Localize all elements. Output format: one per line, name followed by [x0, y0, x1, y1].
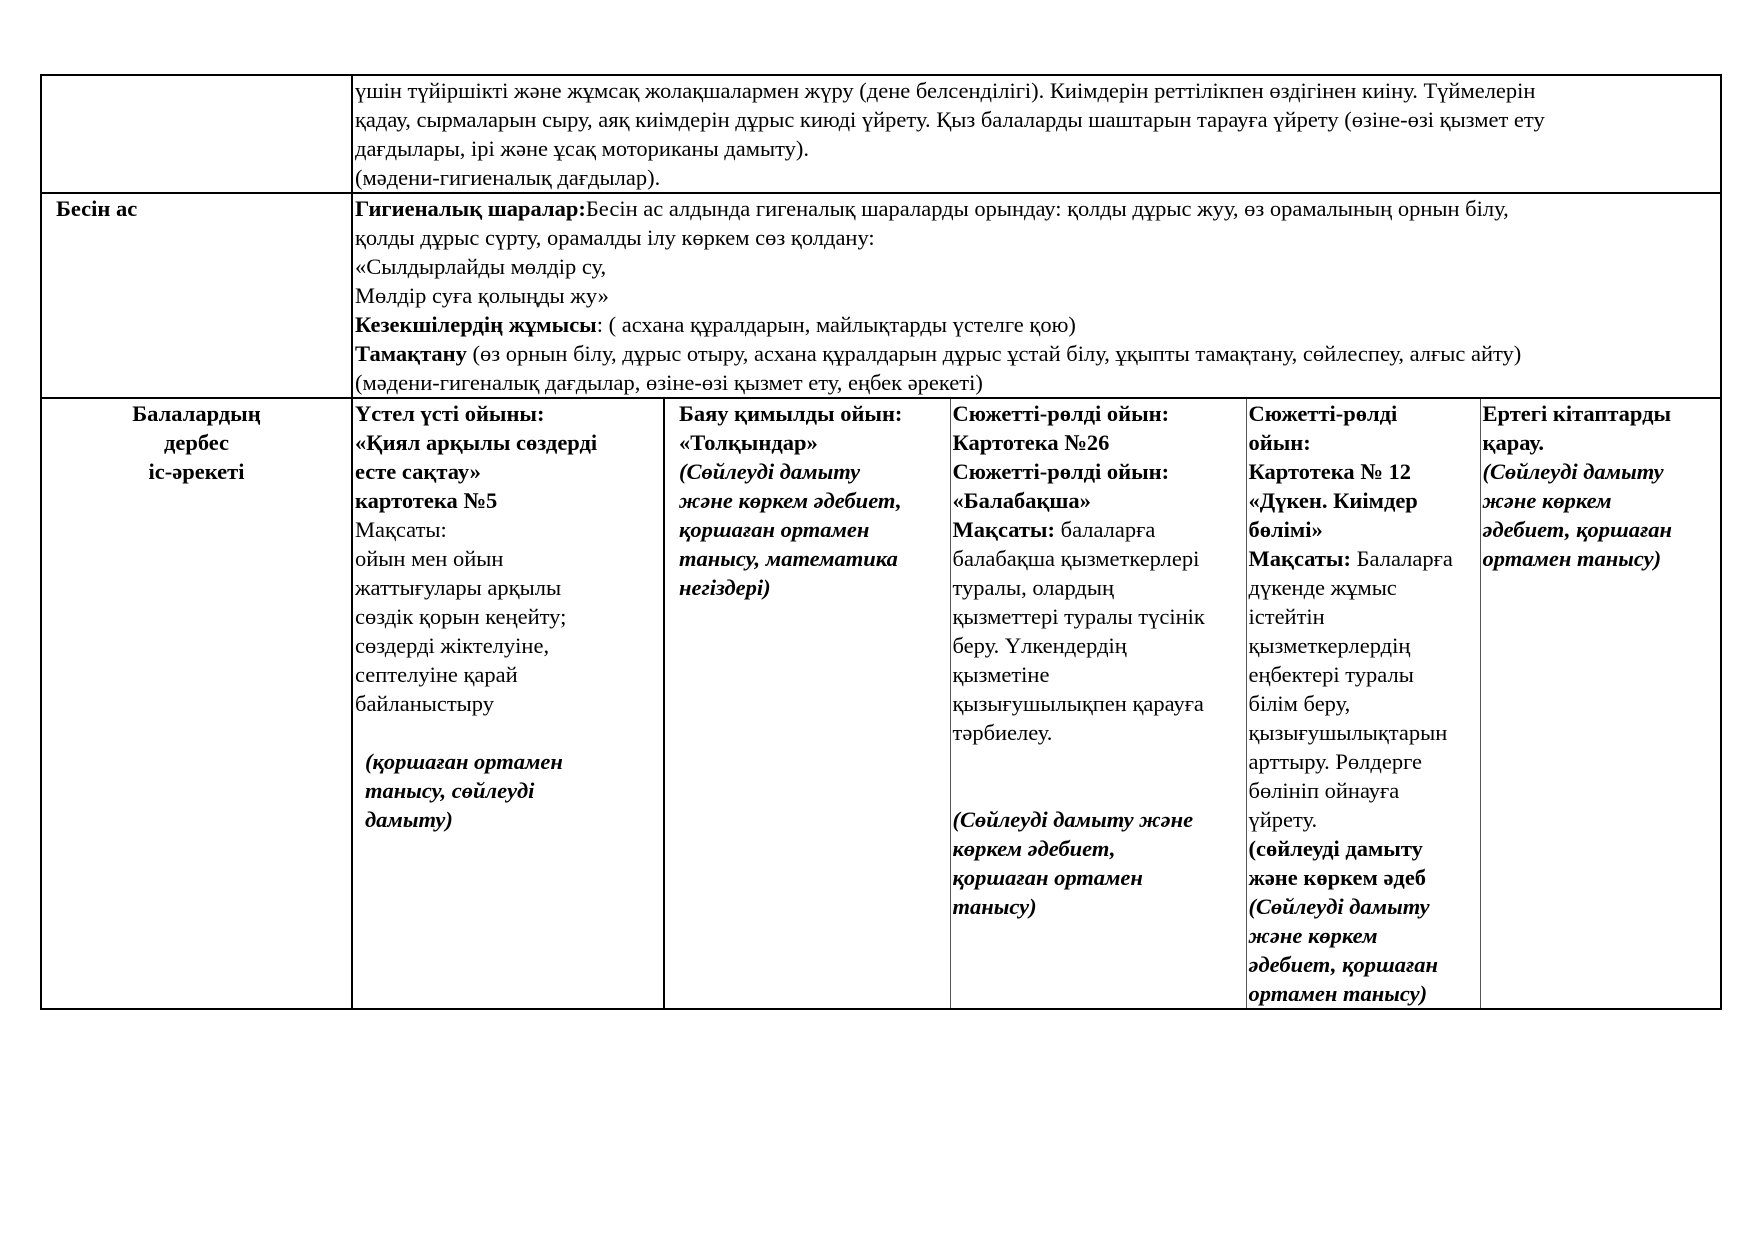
hygiene-line-2: қолды дұрыс сүрту, орамалды ілу көркем сөз қолдану: — [355, 225, 875, 250]
goal-line — [953, 515, 1244, 544]
goal-line: үйрету. — [1248, 807, 1318, 832]
row1-line: (мәдени-гигиеналық дағдылар). — [355, 165, 661, 190]
activity-title: Баяу қимылды ойын: — [679, 401, 903, 426]
goal-line: сөздерді жіктелуіне, — [355, 633, 550, 658]
activity-title: «Дүкен. Киімдер — [1248, 488, 1418, 513]
goal-line: қызығушылықтарын — [1248, 720, 1448, 745]
goal-title: Мақсаты: — [1248, 546, 1351, 571]
row2-label-cell: Бесін ас — [41, 193, 352, 398]
activity-cell-kindergarten-role-play — [950, 398, 1246, 1009]
goal-line: қызметтері туралы түсінік — [952, 604, 1205, 629]
duty-line — [355, 310, 1718, 339]
area-note: ортамен танысу) — [1248, 981, 1428, 1006]
area-note: әдебиет, қоршаған — [1248, 952, 1439, 977]
activity-title: қарау. — [1482, 430, 1544, 455]
activity-title: «Толқындар» — [679, 430, 818, 455]
table-row-independent-activity — [41, 398, 1721, 1009]
area-note: қоршаған ортамен — [679, 517, 870, 542]
activity-title: бөлімі» — [1248, 517, 1323, 542]
daily-plan-table — [40, 74, 1722, 1010]
row1-line: дағдылары, ірі және ұсақ моториканы дамыту). — [355, 136, 809, 161]
duty-title: Кезекшілердің жұмысы — [355, 312, 597, 337]
goal-first: балаларға — [1055, 517, 1156, 542]
poem-line-2: Мөлдір суға қолыңды жу» — [355, 283, 609, 308]
area-note: (Сөйлеуді дамыту және — [952, 807, 1194, 832]
spacer — [953, 747, 1244, 776]
activity-title: Картотека № 12 — [1248, 459, 1411, 484]
area-note-bold: (сөйлеуді дамыту — [1248, 836, 1423, 861]
activity-title: Үстел үсті ойыны: — [355, 401, 545, 426]
hygiene-line — [355, 194, 1718, 223]
area-note: және көркем — [1482, 488, 1612, 513]
activity-cell-shop-role-play — [1246, 398, 1480, 1009]
meal-line — [355, 339, 1718, 368]
spacer — [355, 718, 661, 747]
area-note: әдебиет, қоршаған — [1482, 517, 1673, 542]
hygiene-text: Бесін ас алдында гигеналық шараларды орындау: қолды дұрыс жуу, өз орамалының орнын білу, — [585, 196, 1509, 221]
activity-title: картотека №5 — [355, 488, 498, 513]
area-note: ортамен танысу) — [1482, 546, 1662, 571]
goal-line: септелуіне қарай — [355, 662, 518, 687]
area-note: танысу, математика — [679, 546, 898, 571]
goal-line: тәрбиелеу. — [952, 720, 1053, 745]
poem-line-1: «Сылдырлайды мөлдір су, — [355, 254, 607, 279]
goal-line: Мақсаты: — [355, 517, 447, 542]
area-note: қоршаған ортамен — [952, 865, 1143, 890]
spacer — [953, 776, 1244, 805]
goal-line: қызметіне — [952, 662, 1050, 687]
activity-title: Сюжетті-рөлді ойын: — [952, 401, 1170, 426]
meal-text: (өз орнын білу, дұрыс отыру, асхана құралдарын дұрыс ұстай білу, ұқыпты тамақтану, сөйлеспеу, алғыс айту) — [466, 341, 1522, 366]
goal-line: туралы, олардың — [952, 575, 1115, 600]
goal-line: балабақша қызметкерлері — [952, 546, 1200, 571]
goal-line: істейтін — [1248, 604, 1325, 629]
activity-cell-fairy-tale-books — [1480, 398, 1721, 1009]
row3-label-line: дербес — [163, 430, 230, 455]
goal-line: ойын мен ойын — [355, 546, 504, 571]
area-note: (қоршаған ортамен — [365, 749, 563, 774]
row1-line: қадау, сырмаларын сыру, аяқ киімдерін дұрыс киюді үйрету. Қыз балаларды шаштарын тарауға үйрету (өзіне-өзі қызмет ету — [355, 107, 1545, 132]
hygiene-title: Гигиеналық шаралар: — [355, 196, 586, 221]
goal-first: Балаларға — [1351, 546, 1453, 571]
activity-title: Ертегі кітаптарды — [1482, 401, 1672, 426]
activity-title: Картотека №26 — [952, 430, 1110, 455]
goal-line: арттыру. Рөлдерге — [1248, 749, 1423, 774]
activity-cell-slow-game — [664, 398, 950, 1009]
table-row-continuation — [41, 75, 1721, 193]
activity-title: «Қиял арқылы сөздерді — [355, 430, 598, 455]
area-note-bold: және көркем әдеб — [1248, 865, 1427, 890]
goal-title: Мақсаты: — [952, 517, 1055, 542]
activity-title: «Балабақша» — [952, 488, 1091, 513]
row1-label-cell — [41, 75, 352, 193]
activity-title: есте сақтау» — [355, 459, 481, 484]
goal-line — [1249, 544, 1478, 573]
activity-title: Сюжетті-рөлді — [1248, 401, 1398, 426]
goal-line: жаттығулары арқылы — [355, 575, 562, 600]
row1-content-cell — [352, 75, 1721, 193]
row3-label-line: Балалардың — [132, 401, 261, 426]
table-row-afternoon-snack — [41, 193, 1721, 398]
area-note: танысу) — [952, 894, 1037, 919]
duty-text: : ( асхана құралдарын, майлықтарды үстелге қою) — [596, 312, 1076, 337]
goal-line: білім беру, — [1248, 691, 1351, 716]
goal-line: еңбектері туралы — [1248, 662, 1414, 687]
area-note: (Сөйлеуді дамыту — [1248, 894, 1430, 919]
area-note: негіздері) — [679, 575, 771, 600]
row2-content-cell — [352, 193, 1721, 398]
activity-title: ойын: — [1248, 430, 1311, 455]
goal-line: қызметкерлердің — [1248, 633, 1411, 658]
row1-line: үшін түйіршікті және жұмсақ жолақшалармен жүру (дене белсенділігі). Киімдерін реттілікпен өздігінен киіну. Түймелерін — [355, 78, 1536, 103]
meal-title: Тамақтану — [355, 341, 467, 366]
goal-line: бөлініп ойнауға — [1248, 778, 1400, 803]
row3-label-line: іс-әрекеті — [148, 459, 245, 484]
area-note: танысу, сөйлеуді — [365, 778, 535, 803]
skills-line: (мәдени-гигеналық дағдылар, өзіне-өзі қызмет ету, еңбек әрекеті) — [355, 370, 983, 395]
area-note: дамыту) — [365, 807, 453, 832]
area-note: (Сөйлеуді дамыту — [1482, 459, 1664, 484]
area-note: көркем әдебиет, — [952, 836, 1116, 861]
goal-line: сөздік қорын кеңейту; — [355, 604, 567, 629]
goal-line: байланыстыру — [355, 691, 494, 716]
area-note: және көркем — [1248, 923, 1378, 948]
goal-line: дүкенде жұмыс — [1248, 575, 1397, 600]
area-note: (Сөйлеуді дамыту — [679, 459, 861, 484]
goal-line: қызығушылықпен қарауға — [952, 691, 1204, 716]
goal-line: беру. Үлкендердің — [952, 633, 1127, 658]
area-note: және көркем әдебиет, — [679, 488, 902, 513]
activity-title: Сюжетті-рөлді ойын: — [952, 459, 1170, 484]
row3-label-cell — [41, 398, 352, 1009]
activity-cell-table-game — [352, 398, 664, 1009]
